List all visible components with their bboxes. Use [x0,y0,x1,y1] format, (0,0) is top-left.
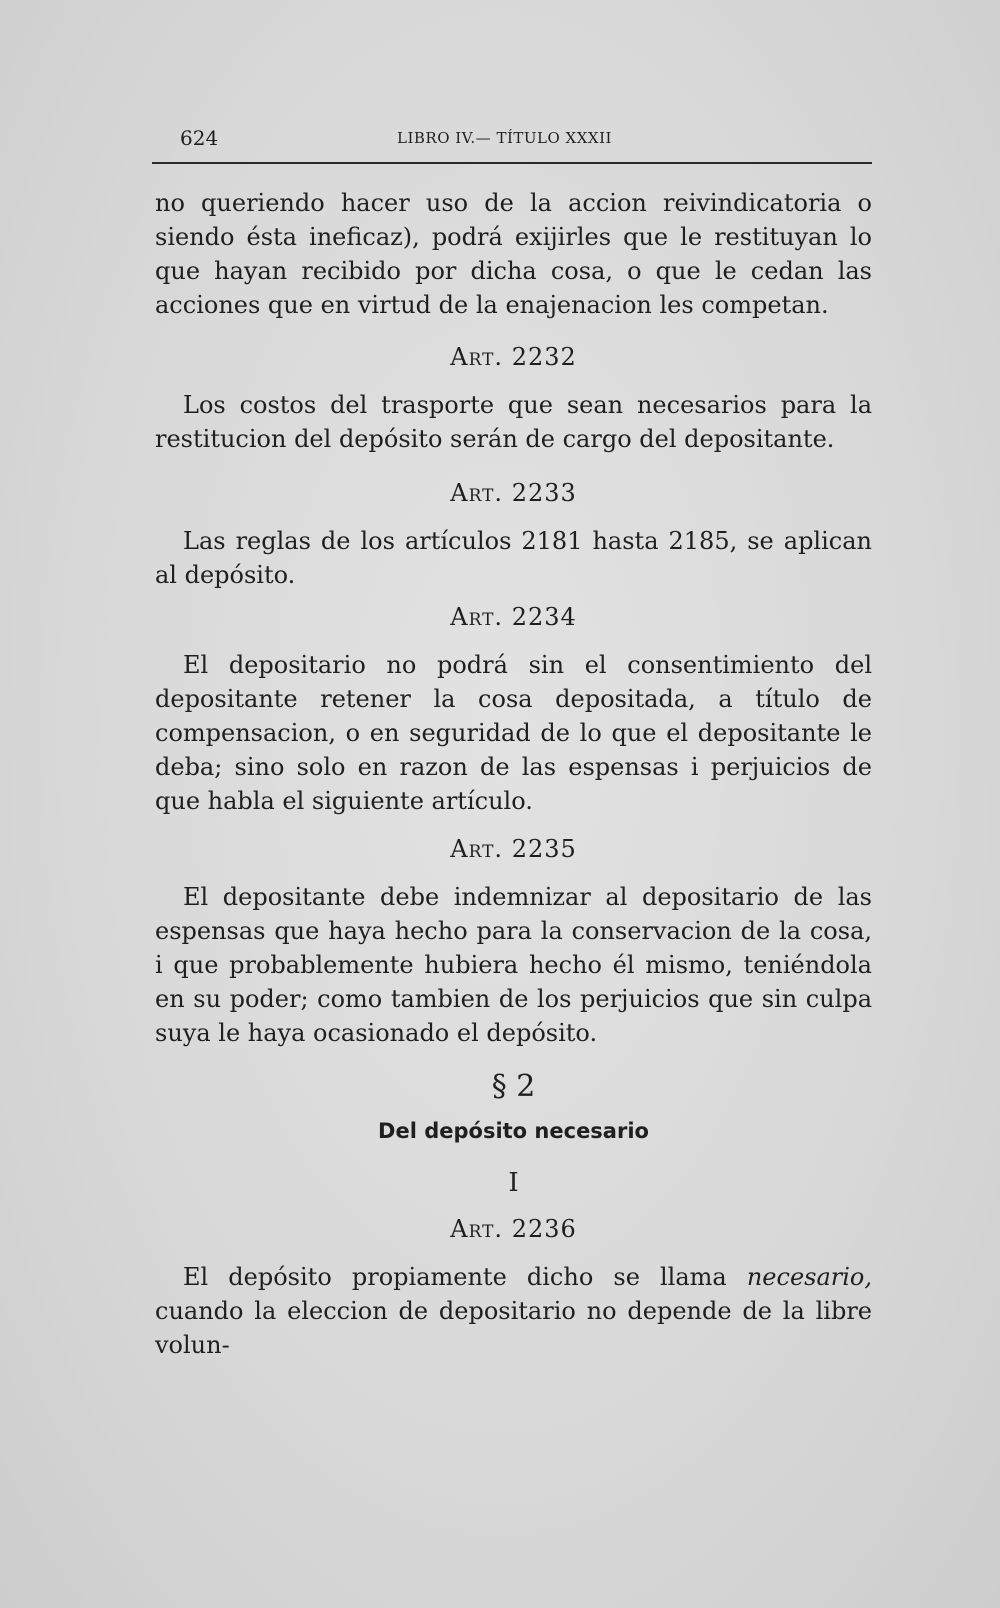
article-text-2236-end: cuando la eleccion de depositario no depende de la libre volun- [155,1297,872,1359]
running-head: LIBRO IV.— TÍTULO XXXII [397,129,612,147]
article-number: 2234 [511,603,577,631]
article-prefix: Art. [450,1215,504,1243]
page-header [152,126,872,164]
section-mark: § 2 [491,1069,536,1104]
article-prefix: Art. [450,479,504,507]
article-text-2233: Las reglas de los artículos 2181 hasta 2185, se aplican al depósito. [155,527,872,589]
article-text-2236-italic: necesario, [746,1263,872,1291]
article-text-2236-start: El depósito propiamente dicho se llama [183,1263,747,1291]
article-number: 2236 [511,1215,577,1243]
article-heading-2235 [155,832,872,866]
page-number: 624 [180,126,219,150]
article-number: 2233 [511,479,577,507]
article-text-2232: Los costos del trasporte que sean necesarios para la restitucion del depósito serán de cargo del depositante. [155,391,872,453]
article-number: 2235 [511,835,577,863]
article-prefix: Art. [450,835,504,863]
article-heading-2234 [155,600,872,634]
section-title: Del depósito necesario [378,1119,649,1143]
intro-paragraph: no queriendo hacer uso de la accion reivindicatoria o siendo ésta ineficaz), podrá exijirles que le restituyan lo que hayan recibido por dicha cosa, o que le cedan las acciones que en virtud de la enajenacion les competan. [155,189,872,319]
article-text-2234: El depositario no podrá sin el consentimiento del depositante retener la cosa depositada, a título de compensacion, o en seguridad de lo que el depositante le deba; sino solo en razon de las espensas i perjuicios de que habla el siguiente artículo. [155,651,872,815]
article-prefix: Art. [450,343,504,371]
article-heading-2232 [155,340,872,374]
article-prefix: Art. [450,603,504,631]
article-number: 2232 [511,343,577,371]
article-text-2235: El depositante debe indemnizar al depositario de las espensas que haya hecho para la conservacion de la cosa, i que probablemente hubiera hecho él mismo, teniéndola en su poder; como tambien de los perjuicios que sin culpa suya le haya ocasionado el depósito. [155,883,872,1047]
section-roman-numeral: I [508,1168,519,1198]
article-heading-2236 [155,1212,872,1246]
article-heading-2233 [155,476,872,510]
page-body [155,186,872,1362]
article-text-2236 [155,1260,872,1362]
